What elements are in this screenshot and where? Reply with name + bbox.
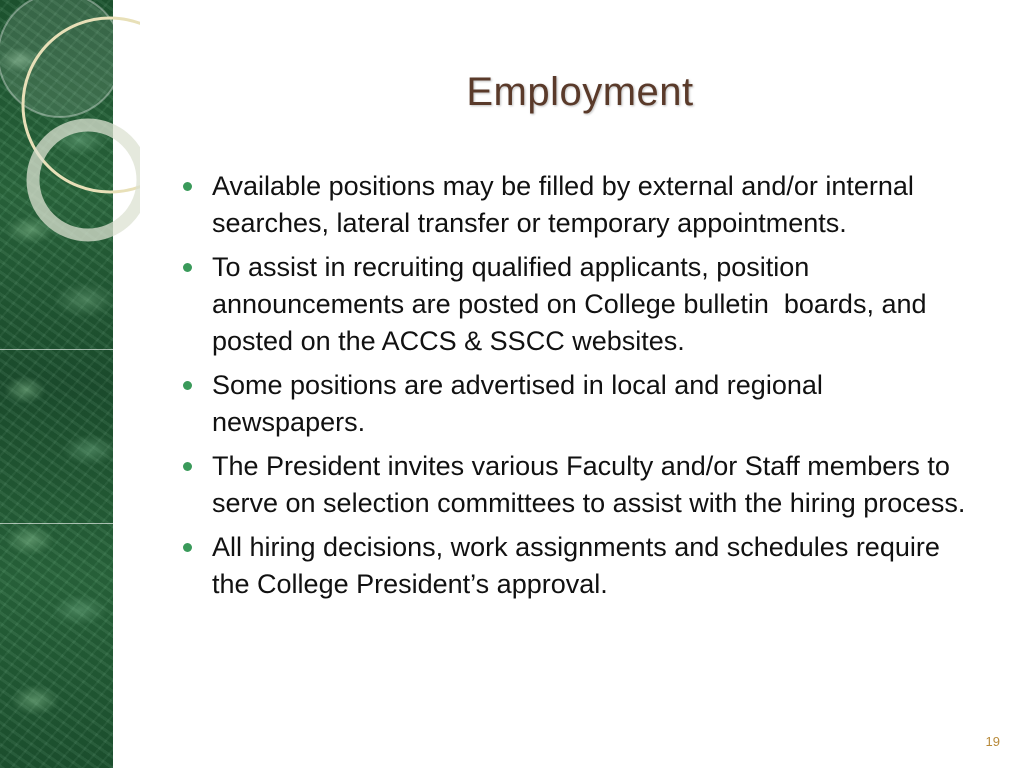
bullet-dot-icon: [183, 543, 192, 552]
bullet-text: All hiring decisions, work assignments and schedules require the College President’s approval.: [212, 532, 940, 599]
bullet-text: Available positions may be filled by external and/or internal searches, lateral transfer or temporary appointments.: [212, 171, 914, 238]
bullet-dot-icon: [183, 381, 192, 390]
bullet-item: [183, 529, 983, 603]
bullet-dot-icon: [183, 462, 192, 471]
decorative-ring-thick: [33, 125, 140, 235]
bullet-list: [183, 168, 983, 610]
bullet-item: [183, 448, 983, 522]
slide-title: Employment: [466, 70, 694, 114]
bullet-text: The President invites various Faculty and/or Staff members to serve on selection committees to assist with the hiring process.: [212, 451, 966, 518]
bullet-item: [183, 367, 983, 441]
bullet-text: To assist in recruiting qualified applicants, position announcements are posted on College bulletin boards, and posted on the ACCS & SSCC websites.: [212, 252, 935, 356]
bullet-item: [183, 249, 983, 360]
sidebar-divider: [0, 349, 113, 350]
page-number: 19: [985, 734, 1000, 749]
bullet-dot-icon: [183, 182, 192, 191]
decorative-rings: [0, 0, 140, 260]
bullet-text: Some positions are advertised in local and regional newspapers.: [212, 370, 823, 437]
bullet-dot-icon: [183, 263, 192, 272]
bullet-item: [183, 168, 983, 242]
sidebar-divider: [0, 523, 113, 524]
